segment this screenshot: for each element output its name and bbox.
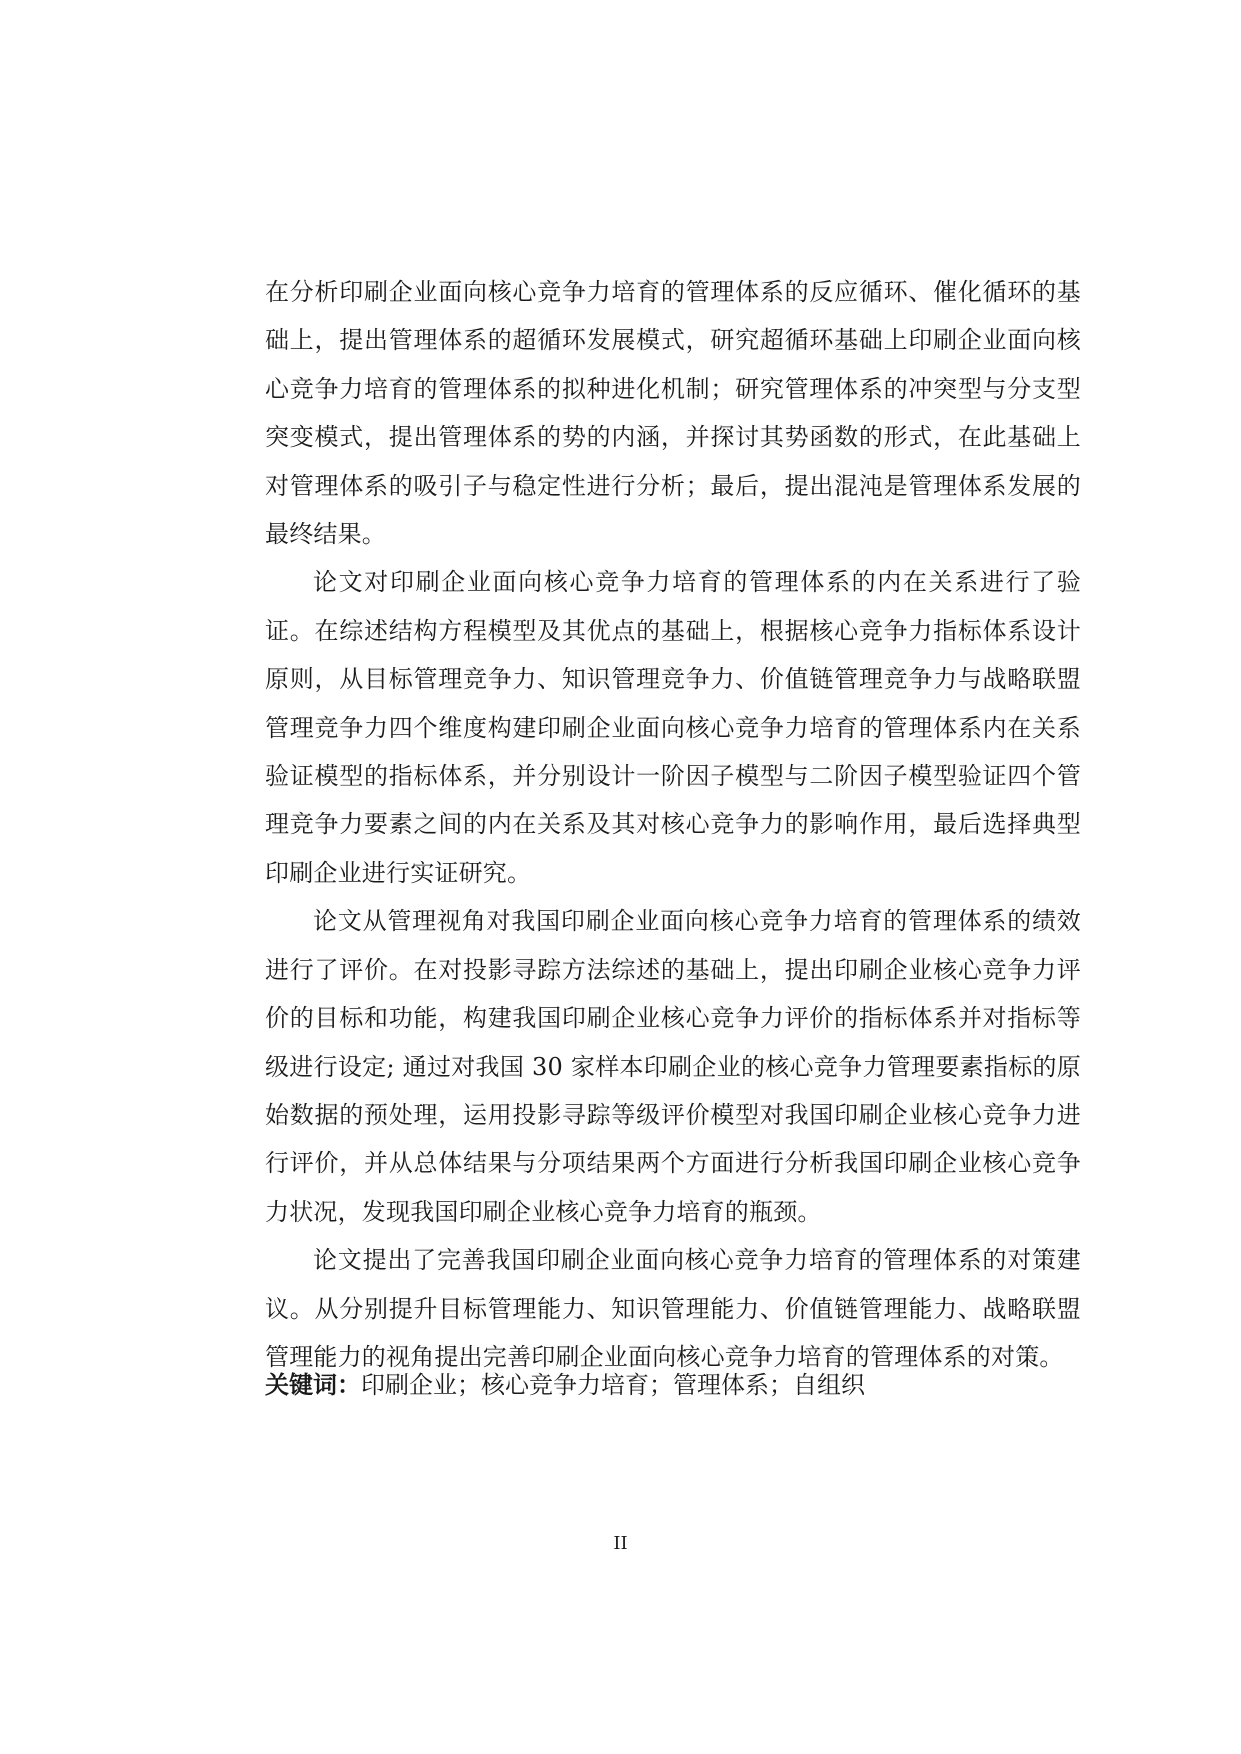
paragraph-2: 论文对印刷企业面向核心竞争力培育的管理体系的内在关系进行了验证。在综述结构方程模型及其优点的基础上，根据核心竞争力指标体系设计原则，从目标管理竞争力、知识管理竞争力、价值链管理竞争力与战略联盟管理竞争力四个维度构建印刷企业面向核心竞争力培育的管理体系内在关系验证模型的指标体系，并分别设计一阶因子模型与二阶因子模型验证四个管理竞争力要素之间的内在关系及其对核心竞争力的影响作用，最后选择典型印刷企业进行实证研究。 [265, 568, 1081, 887]
keywords-label: 关键词： [265, 1371, 361, 1399]
keywords-text: 印刷企业；核心竞争力培育；管理体系；自组织 [361, 1371, 865, 1399]
abstract-body [265, 268, 1081, 1381]
keywords-line [265, 1365, 1081, 1405]
paragraph-3: 论文从管理视角对我国印刷企业面向核心竞争力培育的管理体系的绩效进行了评价。在对投影寻踪方法综述的基础上，提出印刷企业核心竞争力评价的目标和功能，构建我国印刷企业核心竞争力评价的指标体系并对指标等级进行设定; 通过对我国 30 家样本印刷企业的核心竞争力管理要素指标的原始数据的预处理，运用投影寻踪等级评价模型对我国印刷企业核心竞争力进行评价，并从总体结果与分项结果两个方面进行分析我国印刷企业核心竞争力状况，发现我国印刷企业核心竞争力培育的瓶颈。 [265, 907, 1081, 1226]
paragraph-1: 在分析印刷企业面向核心竞争力培育的管理体系的反应循环、催化循环的基础上，提出管理体系的超循环发展模式，研究超循环基础上印刷企业面向核心竞争力培育的管理体系的拟种进化机制；研究管理体系的冲突型与分支型突变模式，提出管理体系的势的内涵，并探讨其势函数的形式，在此基础上对管理体系的吸引子与稳定性进行分析；最后，提出混沌是管理体系发展的最终结果。 [265, 278, 1081, 549]
paragraph-4: 论文提出了完善我国印刷企业面向核心竞争力培育的管理体系的对策建议。从分别提升目标管理能力、知识管理能力、价值链管理能力、战略联盟管理能力的视角提出完善印刷企业面向核心竞争力培育的管理体系的对策。 [265, 1246, 1081, 1371]
page-number: II [613, 1533, 628, 1554]
